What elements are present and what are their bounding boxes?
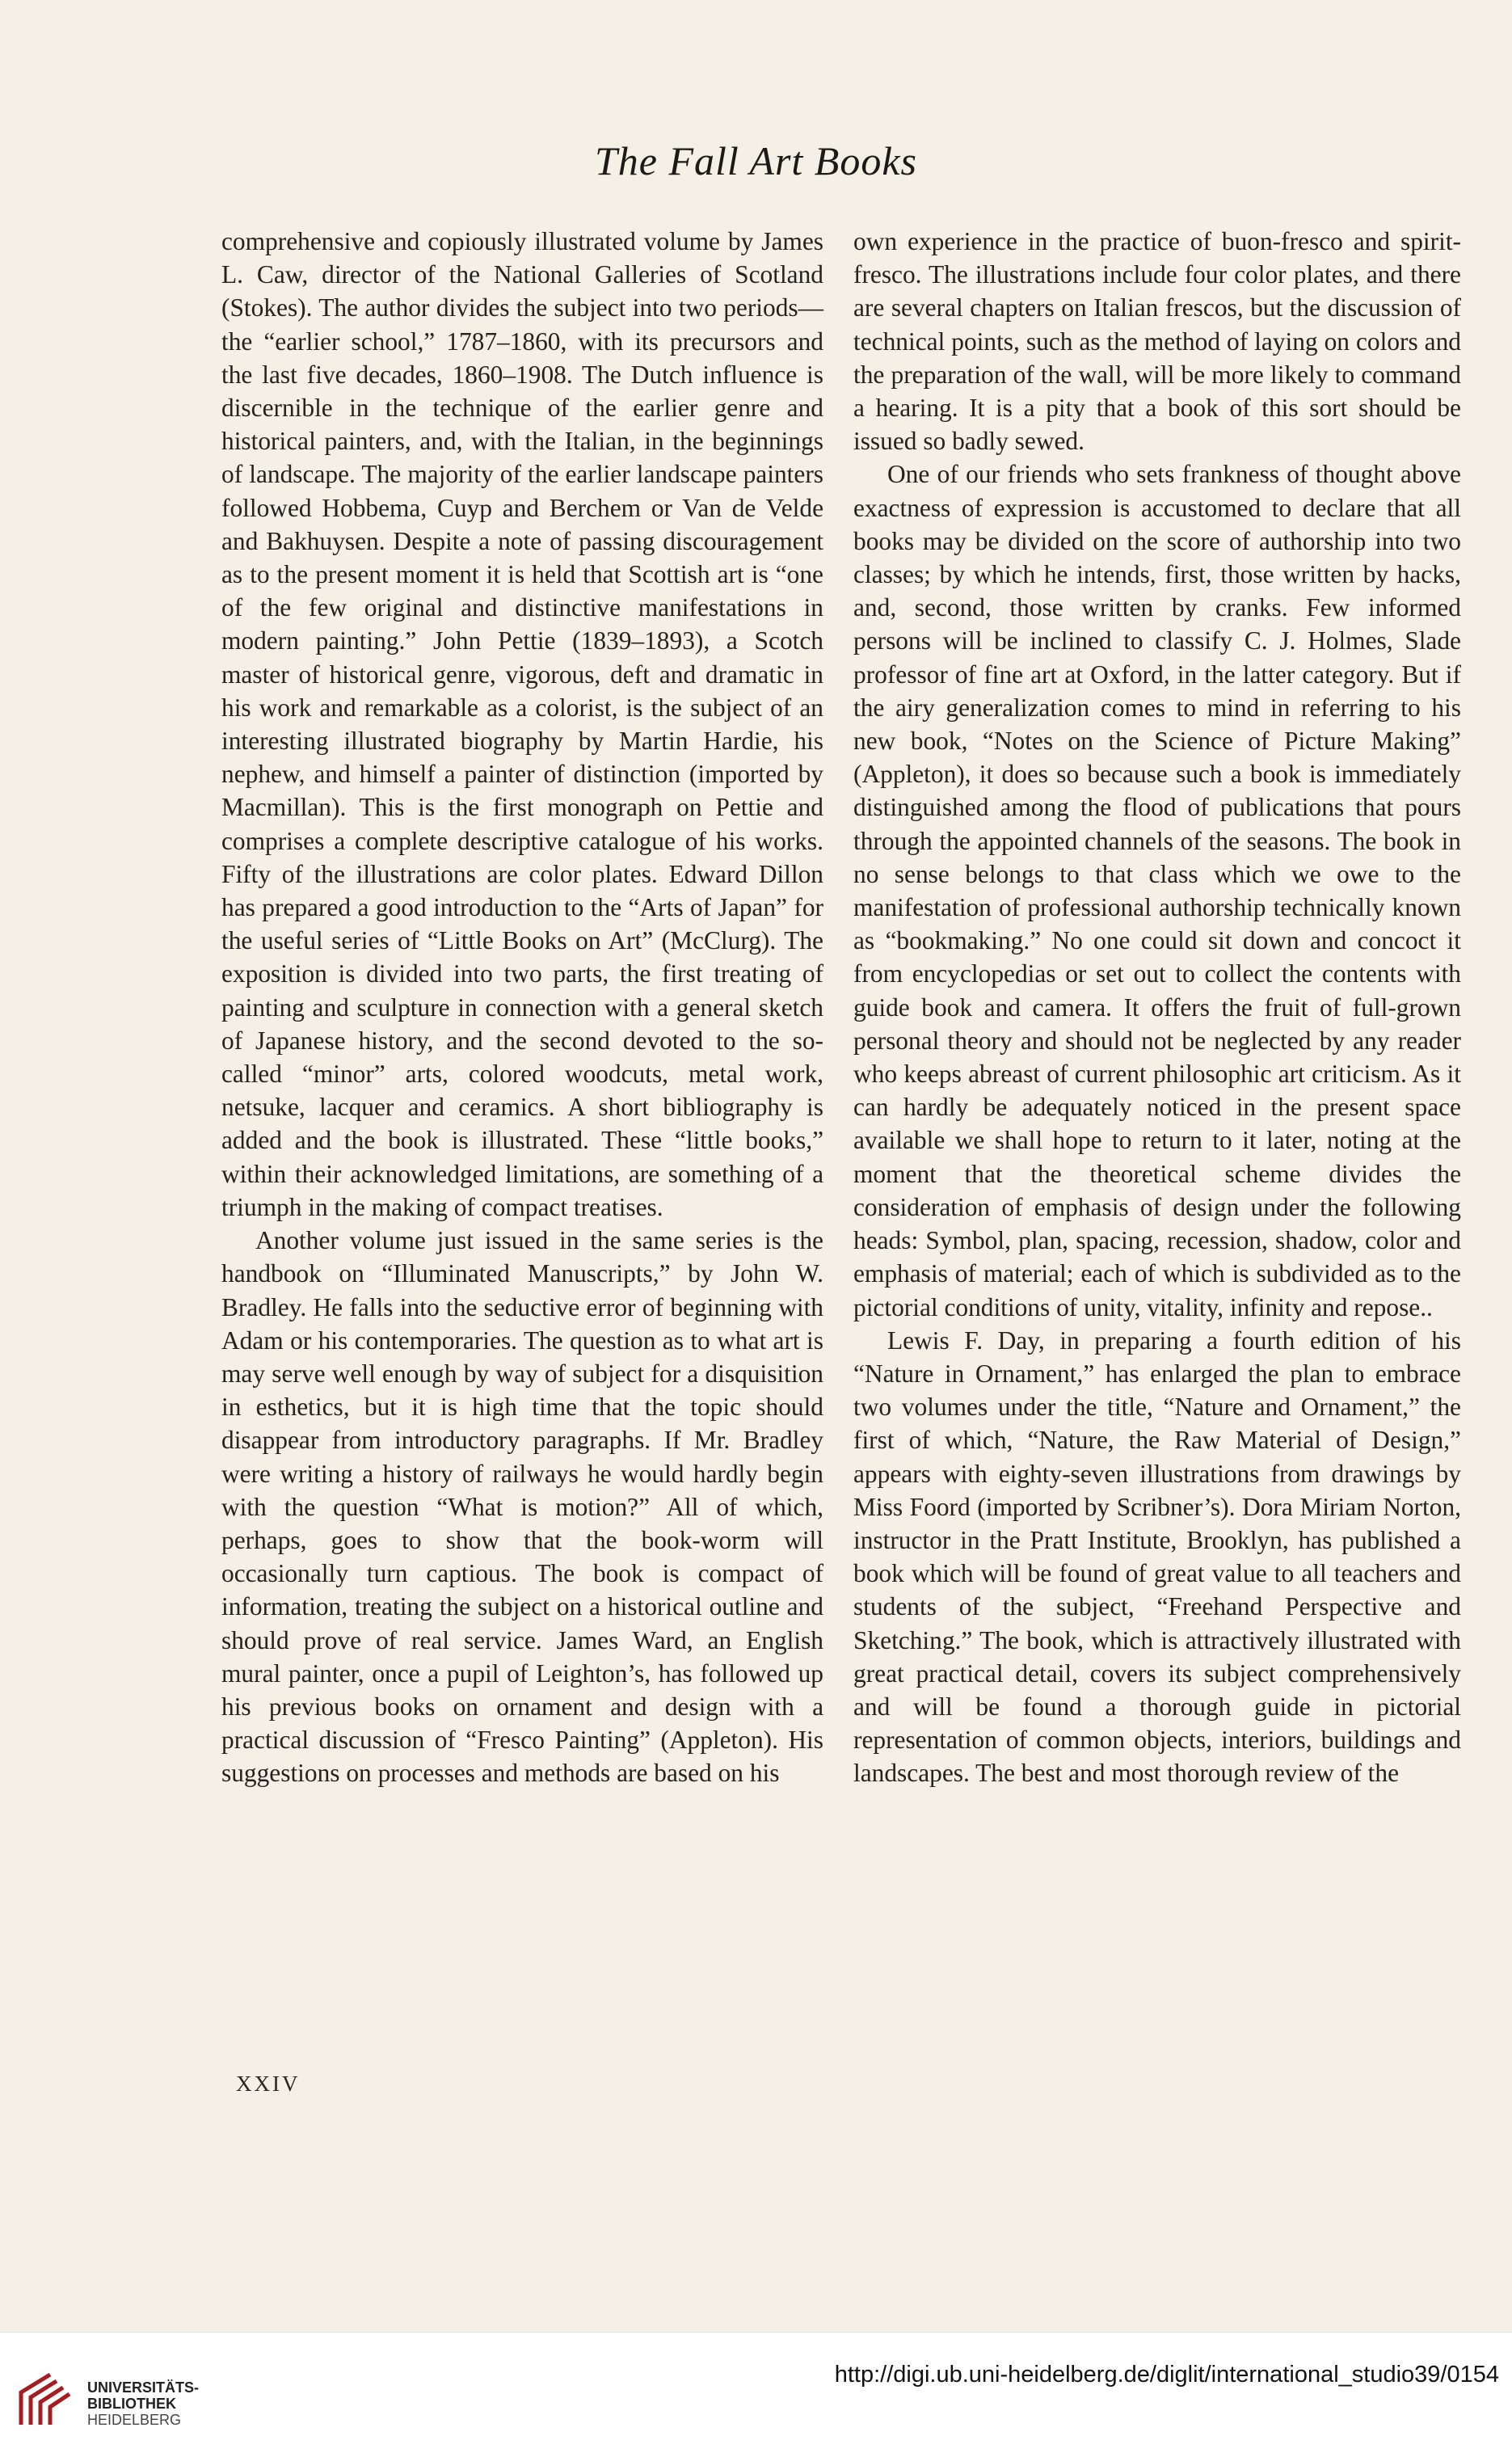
left-column <box>221 225 823 1790</box>
paragraph: Lewis F. Day, in preparing a fourth edition of his “Nature in Ornament,” has enlarged the plan to embrace two volumes under the title, “Nature and Ornament,” the first of which, “Nature, the Raw Material of Design,” appears with eighty-seven illustrations from drawings by Miss Foord (imported by Scribner’s). Dora Miriam Norton, instructor in the Pratt Institute, Brooklyn, has published a book which will be found of great value to all teachers and students of the subject, “Freehand Perspective and Sketching.” The book, which is attractively illustrated with great practical detail, covers its subject comprehensively and will be found a thorough guide in pictorial representation of common objects, interiors, buildings and landscapes. The best and most thorough review of the <box>853 1326 1461 1788</box>
viewer-footer <box>0 2332 1512 2453</box>
running-title: The Fall Art Books <box>594 138 917 183</box>
paragraph: One of our friends who sets frankness of thought above exactness of expression is accustomed to declare that all books may be divided on the score of authorship into two classes; by which he intends, first, those written by hacks, and, second, those written by cranks. Few informed persons will be inclined to classify C. J. Holmes, Slade professor of fine art at Oxford, in the latter category. But if the airy generalization comes to mind in referring to his new book, “Notes on the Science of Picture Making” (Appleton), it does so because such a book is immediately distinguished among the flood of publications that pours through the appointed channels of the seasons. The book in no sense belongs to that class which we owe to the manifestation of professional authorship technically known as “bookmaking.” No one could sit down and concoct it from encyclopedias or set out to collect the contents with guide book and camera. It offers the fruit of full-grown personal theory and should not be neglected by any reader who keeps abreast of current philosophic art criticism. As it can hardly be adequately noticed in the present space available we shall hope to return to it later, noting at the moment that the theoretical scheme divides the consideration of emphasis of design under the following heads: Symbol, plan, spacing, recession, shadow, color and emphasis of material; each of which is subdivided as to the pictorial conditions of unity, vitality, infinity and repose.. <box>853 460 1461 1321</box>
ub-heidelberg-logo-icon[interactable] <box>15 2368 79 2433</box>
paragraph: comprehensive and copiously illustrated volume by James L. Caw, director of the National Galleries of Scotland (Stokes). The author divides the subject into two periods—the “earlier school,” 1787–1860, with its precursors and the last five decades, 1860–1908. The Dutch influence is discernible in the technique of the earlier genre and historical painters, and, with the Italian, in the beginnings of landscape. The majority of the earlier landscape painters followed Hobbema, Cuyp and Berchem or Van de Velde and Bakhuysen. Despite a note of passing discouragement as to the present moment it is held that Scottish art is “one of the few original and distinctive manifestations in modern painting.” John Pettie (1839–1893), a Scotch master of historical genre, vigorous, deft and dramatic in his work and remarkable as a colorist, is the subject of an interesting illustrated biography by Martin Hardie, his nephew, and himself a painter of distinction (imported by Macmillan). This is the first monograph on Pettie and comprises a complete descriptive catalogue of his works. Fifty of the illustrations are color plates. Edward Dillon has prepared a good introduction to the “Arts of Japan” for the useful series of “Little Books on Art” (McClurg). The exposition is divided into two parts, the first treating of painting and sculpture in connection with a general sketch of Japanese history, and the second devoted to the so-called “minor” arts, colored woodcuts, metal work, netsuke, lacquer and ceramics. A short bibliography is added and the book is illustrated. These “little books,” within their acknowledged limitations, are something of a triumph in the making of compact treatises. <box>221 227 823 1221</box>
source-url-link[interactable]: http://digi.ub.uni-heidelberg.de/diglit/international_studio39/0154 <box>834 2362 1499 2388</box>
library-name <box>87 2379 199 2428</box>
library-name-line: HEIDELBERG <box>87 2412 182 2428</box>
library-name-line: UNIVERSITÄTS- <box>87 2379 200 2396</box>
paragraph: Another volume just issued in the same series is the handbook on “Illuminated Manuscripts,” by John W. Bradley. He falls into the seductive error of beginning with Adam or his contemporaries. The question as to what art is may serve well enough by way of subject for a disquisition in esthetics, but it is high time that the topic should disappear from introductory paragraphs. If Mr. Bradley were writing a history of railways he would hardly begin with the question “What is motion?” All of which, perhaps, goes to show that the book-worm will occasionally turn captious. The book is compact of information, treating the subject on a historical outline and should prove of real service. James Ward, an English mural painter, once a pupil of Leighton’s, has followed up his previous books on ornament and design with a practical discussion of “Fresco Painting” (Appleton). His suggestions on processes and methods are based on his <box>221 1226 823 1788</box>
right-column <box>853 225 1461 1790</box>
paragraph: own experience in the practice of buon-fresco and spirit-fresco. The illustrations include four color plates, and there are several chapters on Italian frescos, but the discussion of technical points, such as the method of laying on colors and the preparation of the wall, will be more likely to command a hearing. It is a pity that a book of this sort should be issued so badly sewed. <box>853 227 1461 456</box>
library-name-line: BIBLIOTHEK <box>87 2396 176 2412</box>
page-number: XXIV <box>236 2072 301 2096</box>
